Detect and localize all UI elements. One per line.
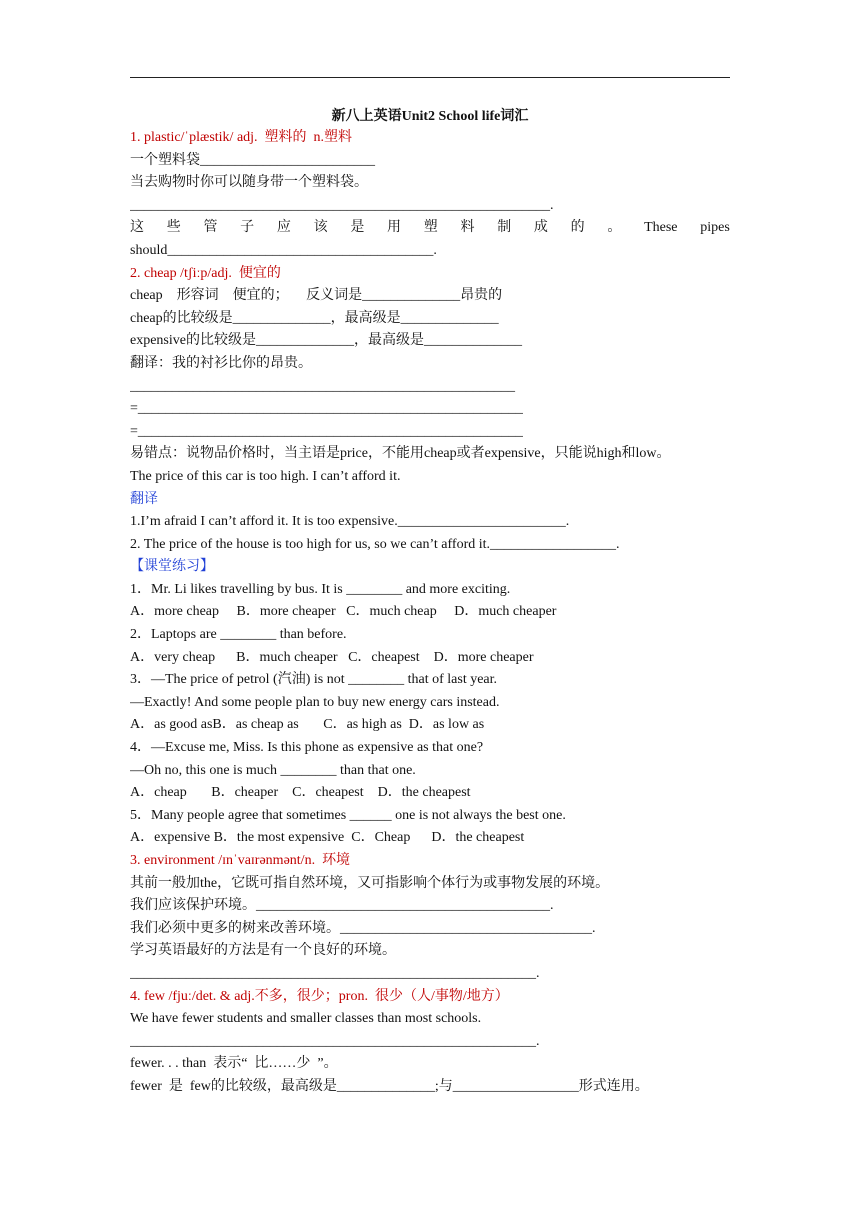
text-line: A．more cheap B．more cheaper C．much cheap D．much cheaper <box>130 604 557 620</box>
document-title: 新八上英语Unit2 School life词汇 <box>331 109 529 124</box>
text-line <box>130 217 730 240</box>
text-line: 当去购物时你可以随身带一个塑料袋。 <box>130 175 368 191</box>
text-line: 【课堂练习】 <box>130 559 214 575</box>
text-line: cheap 形容词 便宜的； 反义词是______________昂贵的 <box>130 288 503 304</box>
text-token: 。 <box>607 220 622 236</box>
text-line: 1.I’m afraid I can’t afford it. It is too expensive.________________________. <box>130 514 570 530</box>
text-line: =_______________________________________________________ <box>130 423 523 439</box>
text-line: ____________________________________________________________. <box>130 197 554 213</box>
text-line: 一个塑料袋_________________________ <box>130 152 375 168</box>
text-line: 我们必须中更多的树来改善环境。____________________________________. <box>130 920 596 936</box>
text-line: 我们应该保护环境。__________________________________________. <box>130 898 554 914</box>
text-line: —Exactly! And some people plan to buy new energy cars instead. <box>130 694 500 710</box>
text-token: 管 <box>203 220 218 236</box>
text-token: pipes <box>700 220 730 236</box>
text-line: 2. The price of the house is too high for us, so we can’t afford it.__________________. <box>130 536 620 552</box>
text-line: 2．Laptops are ________ than before. <box>130 627 347 643</box>
text-token: 该 <box>313 220 328 236</box>
text-line: should______________________________________. <box>130 242 437 258</box>
text-line: expensive的比较级是______________，最高级是______________ <box>130 333 522 349</box>
text-line: A．very cheap B．much cheaper C．cheapest D．more cheaper <box>130 649 534 665</box>
header-rule <box>130 77 730 78</box>
text-token: 是 <box>350 220 365 236</box>
text-token: 些 <box>166 220 181 236</box>
text-line: __________________________________________________________. <box>130 1033 540 1049</box>
text-line: 易错点：说物品价格时，当主语是price，不能用cheap或者expensive，只能说high和low。 <box>130 446 671 462</box>
text-line: A．expensive B．the most expensive C．Cheap D．the cheapest <box>130 830 525 846</box>
text-line: 5．Many people agree that sometimes ______ one is not always the best one. <box>130 807 566 823</box>
document-body <box>130 127 730 1099</box>
text-line: A．cheap B．cheaper C．cheapest D．the cheapest <box>130 785 471 801</box>
text-line: A．as good asB．as cheap as C．as high as D．as low as <box>130 717 485 733</box>
text-line: 1. plastic/ˈplæstik/ adj. 塑料的 n.塑料 <box>130 130 353 145</box>
text-line: —Oh no, this one is much ________ than that one. <box>130 762 416 778</box>
text-line: cheap的比较级是______________，最高级是______________ <box>130 310 499 326</box>
text-line: fewer 是 few的比较级，最高级是______________;与__________________形式连用。 <box>130 1078 649 1094</box>
text-line: 4．—Excuse me, Miss. Is this phone as expensive as that one? <box>130 740 484 756</box>
text-line: The price of this car is too high. I can’t afford it. <box>130 468 401 484</box>
text-line: 3. environment /ɪnˈvaɪrənmənt/n. 环境 <box>130 853 351 868</box>
text-line: 2. cheap /tʃiːp/adj. 便宜的 <box>130 265 281 281</box>
text-line: 3．—The price of petrol (汽油) is not ________ that of last year. <box>130 672 498 688</box>
text-line: 翻译：我的衬衫比你的昂贵。 <box>130 355 312 371</box>
text-token: 应 <box>276 220 291 236</box>
text-line: _______________________________________________________ <box>130 378 515 394</box>
text-token: 料 <box>460 220 475 236</box>
text-line: We have fewer students and smaller classes than most schools. <box>130 1011 482 1027</box>
text-token: 制 <box>497 220 512 236</box>
text-token: 子 <box>240 220 255 236</box>
text-line: 学习英语最好的方法是有一个良好的环境。 <box>130 943 396 959</box>
text-line: 其前一般加the，它既可指自然环境，又可指影响个体行为或事物发展的环境。 <box>130 875 610 891</box>
text-line: __________________________________________________________. <box>130 965 540 981</box>
text-line: =_______________________________________________________ <box>130 401 523 417</box>
text-token: 塑 <box>423 220 438 236</box>
text-line: 翻译 <box>130 491 158 507</box>
text-line: 4. few /fjuː/det. & adj.不多，很少；pron. 很少（人/事物/地方） <box>130 988 509 1004</box>
text-token: 这 <box>130 220 144 236</box>
text-token: 用 <box>387 220 402 236</box>
text-token: 的 <box>570 220 585 236</box>
text-token: 成 <box>533 220 548 236</box>
text-token: These <box>644 220 678 236</box>
text-line: 1．Mr. Li likes travelling by bus. It is ________ and more exciting. <box>130 581 511 597</box>
text-line: fewer. . . than 表示“ 比……少 ”。 <box>130 1056 338 1072</box>
